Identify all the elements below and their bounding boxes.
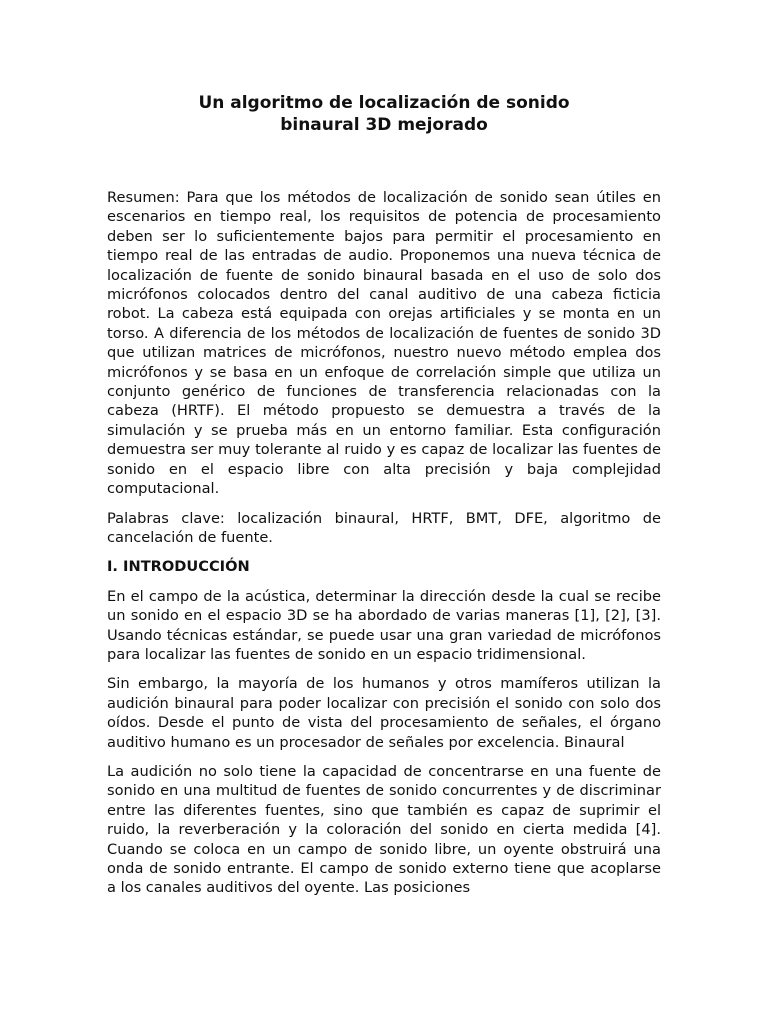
body-paragraph: En el campo de la acústica, determinar la dirección desde la cual se recibe un sonido en el espacio 3D se ha abordado de varias maneras [1], [2], [3]. Usando técnicas estándar, se puede usar una gran variedad de micrófonos para localizar las fuentes de sonido en un espacio tridimensional. bbox=[107, 587, 661, 663]
keywords-paragraph: Palabras clave: localización binaural, HRTF, BMT, DFE, algoritmo de cancelación de fuente. bbox=[107, 509, 661, 546]
body-paragraph: La audición no solo tiene la capacidad de concentrarse en una fuente de sonido en una multitud de fuentes de sonido concurrentes y de discriminar entre las diferentes fuentes, sino que también es capaz de suprimir el ruido, la reverberación y la coloración del sonido en cierta medida [4]. Cuando se coloca en un campo de sonido libre, un oyente obstruirá una onda de sonido entrante. El campo de sonido externo tiene que acoplarse a los canales auditivos del oyente. Las posiciones bbox=[107, 762, 661, 897]
document-body bbox=[107, 188, 661, 898]
document-title: Un algoritmo de localización de sonido binaural 3D mejorado bbox=[198, 93, 570, 135]
section-heading-introduction: I. INTRODUCCIÓN bbox=[107, 558, 250, 576]
body-paragraph: Sin embargo, la mayoría de los humanos y otros mamíferos utilizan la audición binaural para poder localizar con precisión el sonido con solo dos oídos. Desde el punto de vista del procesamiento de señales, el órgano auditivo humano es un procesador de señales por excelencia. Binaural bbox=[107, 675, 661, 751]
abstract-paragraph: Resumen: Para que los métodos de localización de sonido sean útiles en escenarios en tiempo real, los requisitos de potencia de procesamiento deben ser lo suficientemente bajos para permitir el procesamiento en tiempo real de las entradas de audio. Proponemos una nueva técnica de localización de fuente de sonido binaural basada en el uso de solo dos micrófonos colocados dentro del canal auditivo de una cabeza ficticia robot. La cabeza está equipada con orejas artificiales y se monta en un torso. A diferencia de los métodos de localización de fuentes de sonido 3D que utilizan matrices de micrófonos, nuestro nuevo método emplea dos micrófonos y se basa en un enfoque de correlación simple que utiliza un conjunto genérico de funciones de transferencia relacionadas con la cabeza (HRTF). El método propuesto se demuestra a través de la simulación y se prueba más en un entorno familiar. Esta configuración demuestra ser muy tolerante al ruido y es capaz de localizar las fuentes de sonido en el espacio libre con alta precisión y baja complejidad computacional. bbox=[107, 189, 661, 498]
document-page bbox=[107, 92, 661, 908]
